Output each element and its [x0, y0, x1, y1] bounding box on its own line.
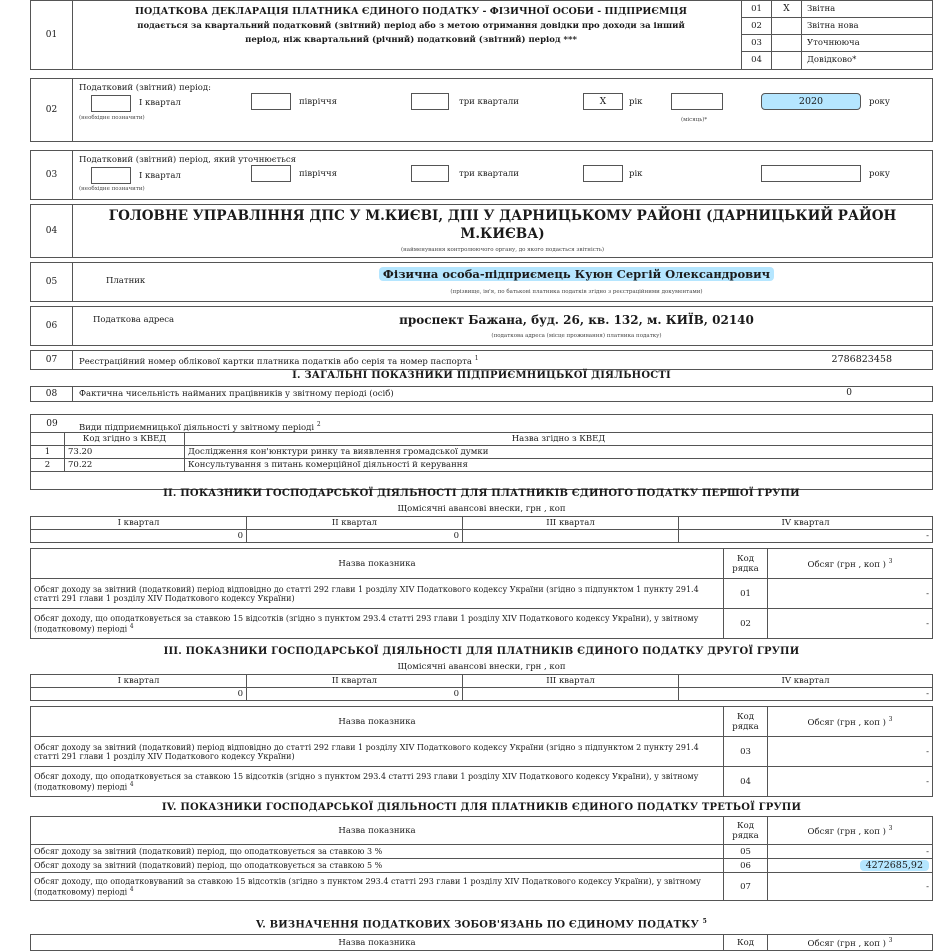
three-quarters-checkbox-corrected[interactable]: [411, 165, 449, 182]
section-2-title: II. ПОКАЗНИКИ ГОСПОДАРСЬКОЇ ДІЯЛЬНОСТІ ДЛЯ ПЛАТНИКІВ ЄДИНОГО ПОДАТКУ ПЕРШОЇ ГРУПИ: [163, 488, 800, 499]
tax-address: проспект Бажана, буд. 26, кв. 132, м. КИЇВ, 02140: [399, 313, 754, 327]
indicator-row: Обсяг доходу, що оподатковується за ставкою 15 відсотків (згідно з пунктом 293.4 статті 293 глави 1 розділу XIV Податкового кодексу України), у звітному (податковому) періоді $^4$ 04 -: [31, 767, 933, 797]
tax-id-number: 2786823458: [831, 354, 892, 365]
row-08-number: 08: [31, 387, 73, 401]
row-05-number: 05: [31, 263, 73, 301]
indicator-row: Обсяг доходу, що оподатковуваний за ставкою 15 відсотків (згідно з пунктом 293.4 статті 293 глави 1 розділу XIV Податкового кодексу України), у звітному (податковому) періоді $^4$ 07 -: [31, 873, 933, 901]
row-08: 08 Фактична чисельність найманих працівників у звітному періоді (осіб) 0: [30, 386, 933, 402]
month-field[interactable]: [671, 93, 723, 110]
row-06: 06 Податкова адреса проспект Бажана, буд. 26, кв. 132, м. КИЇВ, 02140 (податкова адреса (місце проживання) платника податку): [30, 306, 933, 346]
report-type-checkbox[interactable]: [772, 35, 802, 51]
section-2-indicators-table: Назва показника Код рядка Обсяг (грн , коп ) $^3$ Обсяг доходу за звітний (податковий) період відповідно до статті 292 глави 1 розділу XIV Податкового кодексу України (згідно з підпунктом 1 пункту 291.4 статті 291 глави 1 розділу XIV Податкового кодексу України) 01 - Обсяг доходу, що оподатковується за ставкою 15 відсотків (згідно з пунктом 293.4 статті 293 глави 1 розділу XIV Податкового кодексу України), у звітному (податковому) періоді $^4$ 02 -: [30, 548, 933, 639]
row-02-number: 02: [31, 79, 73, 141]
row-04: 04 ГОЛОВНЕ УПРАВЛІННЯ ДПС У М.КИЄВІ, ДПІ У ДАРНИЦЬКОМУ РАЙОНІ (ДАРНИЦЬКИЙ РАЙОН М.КИЄВА) (найменування контролюючого органу, до якого подається звітність): [30, 204, 933, 258]
row-06-number: 06: [31, 307, 73, 345]
indicator-row: Обсяг доходу за звітний (податковий) період відповідно до статті 292 глави 1 розділу XIV Податкового кодексу України (згідно з підпунктом 2 пункту 291.4 статті 291 глави 1 розділу XIV Податкового кодексу України) 03 -: [31, 737, 933, 767]
section-3-indicators-table: Назва показника Код рядка Обсяг (грн , коп ) $^3$ Обсяг доходу за звітний (податковий) період відповідно до статті 292 глави 1 розділу XIV Податкового кодексу України (згідно з підпунктом 2 пункту 291.4 статті 291 глави 1 розділу XIV Податкового кодексу України) 03 - Обсяг доходу, що оподатковується за ставкою 15 відсотків (згідно з пунктом 293.4 статті 293 глави 1 розділу XIV Податкового кодексу України), у звітному (податковому) періоді $^4$ 04 -: [30, 706, 933, 797]
half-year-checkbox-corrected[interactable]: [251, 165, 291, 182]
kved-row: 1 73.20 Дослідження кон'юнктури ринку та виявлення громадської думки: [31, 446, 933, 459]
report-type-checkbox[interactable]: [772, 18, 802, 34]
indicator-row: Обсяг доходу за звітний (податковий) період, що оподатковується за ставкою 3 % 05 -: [31, 845, 933, 859]
section-5-indicators-table: Назва показника Код Обсяг (грн , коп ) $^3$: [30, 934, 933, 951]
declaration-title: ПОДАТКОВА ДЕКЛАРАЦІЯ ПЛАТНИКА ЄДИНОГО ПОДАТКУ - ФІЗИЧНОЇ ОСОБИ - ПІДПРИЄМЦЯ подається за квартальний податковий (звітний) період або з метою отримання довідки про доходи за інший період, ніж квартальний (річний) податковий (звітний) період ***: [134, 6, 688, 45]
kved-table: Код згідно з КВЕД Назва згідно з КВЕД 1 73.20 Дослідження кон'юнктури ринку та виявлення громадської думки 2 70.22 Консультування з питань комерційної діяльності й керування: [30, 432, 933, 472]
section-3-title: III. ПОКАЗНИКИ ГОСПОДАРСЬКОЇ ДІЯЛЬНОСТІ ДЛЯ ПЛАТНИКІВ ЄДИНОГО ПОДАТКУ ДРУГОЇ ГРУПИ: [163, 646, 800, 657]
q1-checkbox-corrected[interactable]: [91, 167, 131, 184]
year-checkbox[interactable]: X: [583, 93, 623, 110]
report-type-checkbox[interactable]: [772, 52, 802, 69]
section-3-quarters-table: I квартал II квартал III квартал IV квартал 0 0 -: [30, 674, 933, 701]
row-09: 09 Види підприємницької діяльності у звітному періоді $^2$: [30, 414, 933, 490]
income-5-percent-value: 4272685,92: [860, 860, 929, 871]
indicator-row: Обсяг доходу, що оподатковується за ставкою 15 відсотків (згідно з пунктом 293.4 статті 293 глави 1 розділу XIV Податкового кодексу України), у звітному (податковому) періоді $^4$ 02 -: [31, 609, 933, 639]
indicator-row: Обсяг доходу за звітний (податковий) період відповідно до статті 292 глави 1 розділу XIV Податкового кодексу України (згідно з підпунктом 1 пункту 291.4 статті 291 глави 1 розділу XIV Податкового кодексу України) 01 -: [31, 579, 933, 609]
report-type-grid: [741, 1, 932, 69]
report-type-row[interactable]: 04 Довідково*: [742, 52, 932, 69]
kved-row: 2 70.22 Консультування з питань комерційної діяльності й керування: [31, 459, 933, 472]
section-4-title: IV. ПОКАЗНИКИ ГОСПОДАРСЬКОЇ ДІЯЛЬНОСТІ ДЛЯ ПЛАТНИКІВ ЄДИНОГО ПОДАТКУ ТРЕТЬОЇ ГРУПИ: [161, 802, 802, 813]
half-year-checkbox[interactable]: [251, 93, 291, 110]
report-type-checkbox[interactable]: X: [772, 1, 802, 17]
row-01-number: 01: [31, 1, 73, 69]
section-1-title: I. ЗАГАЛЬНІ ПОКАЗНИКИ ПІДПРИЄМНИЦЬКОЇ ДІЯЛЬНОСТІ: [292, 370, 671, 381]
row-01: [30, 0, 933, 70]
row-02: 02 Податковий (звітний) період: I квартал (необхідне позначити) півріччя три квартали X рік (місяць)* 2020 року: [30, 78, 933, 142]
row-07: 07 Реєстраційний номер облікової картки платника податків або серія та номер паспорта $^1$ 2786823458: [30, 350, 933, 370]
report-type-row[interactable]: 01 X Звітна: [742, 1, 932, 18]
three-quarters-checkbox[interactable]: [411, 93, 449, 110]
tax-authority-name: ГОЛОВНЕ УПРАВЛІННЯ ДПС У М.КИЄВІ, ДПІ У ДАРНИЦЬКОМУ РАЙОНІ (ДАРНИЦЬКИЙ РАЙОН М.КИЄВА): [108, 208, 897, 242]
section-5-title: V. ВИЗНАЧЕННЯ ПОДАТКОВИХ ЗОБОВ'ЯЗАНЬ ПО ЄДИНОМУ ПОДАТКУ $^5$: [256, 918, 707, 931]
year-value-field-corrected[interactable]: [761, 165, 861, 182]
row-03-number: 03: [31, 151, 73, 199]
row-07-number: 07: [31, 351, 73, 369]
year-checkbox-corrected[interactable]: [583, 165, 623, 182]
row-09-number: 09: [46, 419, 58, 429]
section-4-indicators-table: Назва показника Код рядка Обсяг (грн , коп ) $^3$ Обсяг доходу за звітний (податковий) період, що оподатковується за ставкою 3 % 05 - Обсяг доходу за звітний (податковий) період, що оподатковується за ставкою 5 % 06 4272685,92 Обсяг доходу, що оподатковуваний за ставкою 15 відсотків (згідно з пунктом 293.4 статті 293 глави 1 розділу XIV Податкового кодексу України), у звітному (податковому) періоді $^4$ 07 -: [30, 816, 933, 901]
section-2-quarters-table: I квартал II квартал III квартал IV квартал 0 0 -: [30, 516, 933, 543]
report-type-row[interactable]: 03 Уточнююча: [742, 35, 932, 52]
indicator-row: Обсяг доходу за звітний (податковий) період, що оподатковується за ставкою 5 % 06 4272685,92: [31, 859, 933, 873]
row-05: 05 Платник Фізична особа-підприємець Куюн Сергій Олександрович (прізвище, ім'я, по батькові платника податків згідно з реєстраційними документами): [30, 262, 933, 302]
q1-checkbox[interactable]: [91, 95, 131, 112]
employee-count: 0: [846, 388, 852, 398]
payer-name: Фізична особа-підприємець Куюн Сергій Олександрович: [231, 267, 922, 281]
year-value-field[interactable]: 2020: [761, 93, 861, 110]
row-03: 03 Податковий (звітний) період, який уточнюється I квартал (необхідне позначити) півріччя три квартали рік року: [30, 150, 933, 200]
row-04-number: 04: [31, 205, 73, 257]
report-type-row[interactable]: 02 Звітна нова: [742, 18, 932, 35]
